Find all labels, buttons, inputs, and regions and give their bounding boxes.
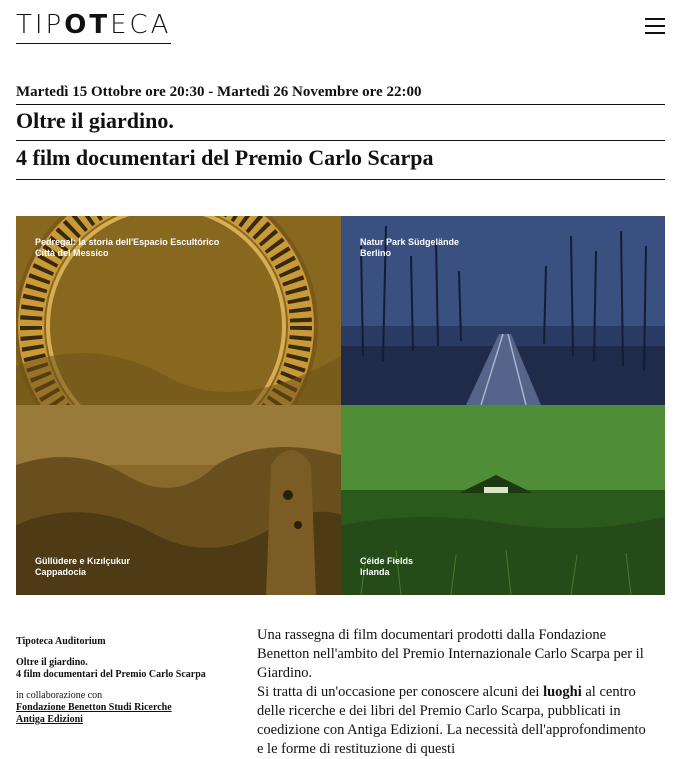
tile-natur-park[interactable] xyxy=(341,216,665,405)
collaboration-label: in collaborazione con xyxy=(16,690,103,701)
logo-text-pre: TIP xyxy=(16,10,65,40)
partner-link-antiga[interactable]: Antiga Edizioni xyxy=(16,714,83,725)
menu-bar xyxy=(645,32,665,34)
description-paragraph-1: Una rassegna di film documentari prodotti dalla Fondazione Benetton nell'ambito del Premio Internazionale Carlo Scarpa per il Giardino. xyxy=(257,627,644,681)
tile-caption-line2: Irlanda xyxy=(360,567,390,577)
tile-caption-line2: Città del Messico xyxy=(35,248,109,258)
description-paragraph-2 xyxy=(257,683,652,759)
tipoteca-logo[interactable] xyxy=(16,10,171,44)
menu-bar xyxy=(645,25,665,27)
event-image-grid xyxy=(16,216,665,595)
tile-caption-line1: Güllüdere e Kızılçukur xyxy=(35,556,131,566)
tile-caption xyxy=(360,556,413,578)
description-highlight: luoghi xyxy=(543,684,582,700)
tile-pedregal[interactable] xyxy=(16,216,341,405)
event-date: Martedì 15 Ottobre ore 20:30 - Martedì 26 Novembre ore 22:00 xyxy=(16,84,665,105)
partner-link-fondazione[interactable]: Fondazione Benetton Studi Ricerche xyxy=(16,702,172,713)
info-title-line2: 4 film documentari del Premio Carlo Scarpa xyxy=(16,669,206,680)
tile-caption-line2: Cappadocia xyxy=(35,567,87,577)
event-info-sidebar xyxy=(16,636,216,726)
tile-caption-line1: Natur Park Südgelände xyxy=(360,237,460,247)
tile-cappadocia[interactable] xyxy=(16,405,341,595)
tile-caption xyxy=(35,237,219,259)
venue-label: Tipoteca Auditorium xyxy=(16,636,106,647)
event-title-line1: Oltre il giardino. xyxy=(16,108,665,141)
tile-caption xyxy=(360,237,459,259)
description-text: al centro delle ricerche e dei libri del Premio Carlo Scarpa, pubblicati in coedizione con Antiga Edizioni. La necessità dell'approfondimento e le forme di restituzione di questi xyxy=(257,684,646,757)
logo-text-post: ECA xyxy=(110,10,172,40)
info-title-line1: Oltre il giardino. xyxy=(16,657,88,668)
tile-caption-line1: Pedregal: la storia dell'Espacio Escultórico xyxy=(35,237,220,247)
tile-caption-line1: Céide Fields xyxy=(360,556,414,566)
menu-bar xyxy=(645,18,665,20)
event-title-line2: 4 film documentari del Premio Carlo Scarpa xyxy=(16,145,665,180)
event-description xyxy=(257,626,652,759)
site-header xyxy=(16,8,668,48)
logo-text-bold: OT xyxy=(64,10,111,40)
tile-caption xyxy=(35,556,130,578)
hamburger-menu-icon[interactable] xyxy=(645,18,665,34)
description-text: Si tratta di un'occasione per conoscere alcuni dei xyxy=(257,684,544,700)
tile-caption-line2: Berlino xyxy=(360,248,392,258)
tile-ceide-fields[interactable] xyxy=(341,405,665,595)
